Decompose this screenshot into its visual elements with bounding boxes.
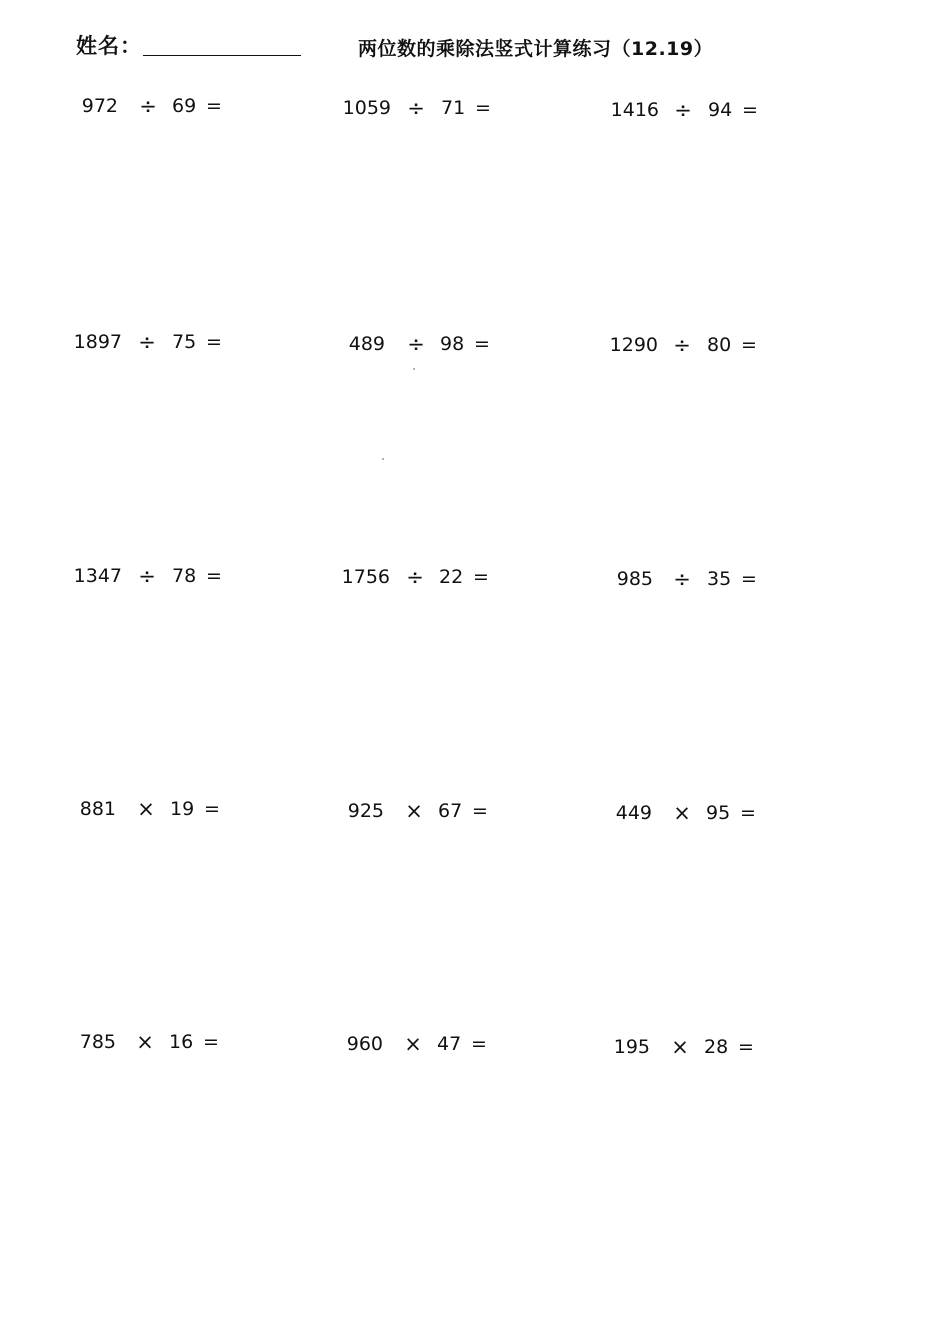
equals-sign: = [206, 565, 222, 587]
divide-icon: ÷ [406, 565, 424, 589]
operand-b: 35 [707, 568, 732, 590]
equals-sign: = [204, 798, 220, 820]
operand-b: 69 [172, 95, 197, 117]
equals-sign: = [742, 99, 758, 121]
scan-speck [382, 458, 384, 460]
operand-b: 22 [439, 566, 464, 588]
operand-a: 972 [81, 95, 118, 117]
operand-a: 785 [79, 1031, 116, 1053]
operand-b: 16 [169, 1031, 194, 1053]
equals-sign: = [472, 800, 488, 822]
operand-a: 1290 [609, 334, 658, 356]
divide-icon: ÷ [407, 332, 425, 356]
operand-b: 94 [708, 99, 733, 121]
operand-b: 67 [438, 800, 463, 822]
operand-a: 195 [613, 1036, 650, 1058]
operand-a: 1416 [610, 99, 659, 121]
multiply-icon: × [136, 1030, 154, 1054]
operand-b: 95 [706, 802, 731, 824]
equals-sign: = [741, 568, 757, 590]
operand-a: 1059 [342, 97, 391, 119]
divide-icon: ÷ [673, 567, 691, 591]
operand-a: 881 [79, 798, 116, 820]
equals-sign: = [740, 802, 756, 824]
equals-sign: = [741, 334, 757, 356]
equals-sign: = [206, 95, 222, 117]
operand-a: 449 [615, 802, 652, 824]
equals-sign: = [475, 97, 491, 119]
name-label: 姓名： [76, 34, 142, 58]
operand-b: 47 [437, 1033, 462, 1055]
operand-a: 1897 [73, 331, 122, 353]
equals-sign: = [738, 1036, 754, 1058]
equals-sign: = [471, 1033, 487, 1055]
equals-sign: = [203, 1031, 219, 1053]
divide-icon: ÷ [673, 333, 691, 357]
operand-b: 75 [172, 331, 197, 353]
equals-sign: = [206, 331, 222, 353]
worksheet-title: 两位数的乘除法竖式计算练习（12.19） [358, 38, 714, 60]
divide-icon: ÷ [674, 98, 692, 122]
equals-sign: = [474, 333, 490, 355]
multiply-icon: × [137, 797, 155, 821]
operand-a: 1756 [341, 566, 390, 588]
operand-a: 985 [616, 568, 653, 590]
operand-b: 71 [441, 97, 466, 119]
divide-icon: ÷ [138, 330, 156, 354]
operand-a: 489 [348, 333, 385, 355]
operand-b: 78 [172, 565, 197, 587]
operand-a: 1347 [73, 565, 122, 587]
equals-sign: = [473, 566, 489, 588]
multiply-icon: × [404, 1032, 422, 1056]
divide-icon: ÷ [139, 94, 157, 118]
multiply-icon: × [405, 799, 423, 823]
operand-a: 960 [346, 1033, 383, 1055]
divide-icon: ÷ [138, 564, 156, 588]
divide-icon: ÷ [407, 96, 425, 120]
multiply-icon: × [671, 1035, 689, 1059]
operand-b: 98 [440, 333, 465, 355]
multiply-icon: × [673, 801, 691, 825]
scan-speck [413, 368, 415, 370]
operand-b: 80 [707, 334, 732, 356]
operand-b: 19 [170, 798, 195, 820]
operand-b: 28 [704, 1036, 729, 1058]
operand-a: 925 [347, 800, 384, 822]
